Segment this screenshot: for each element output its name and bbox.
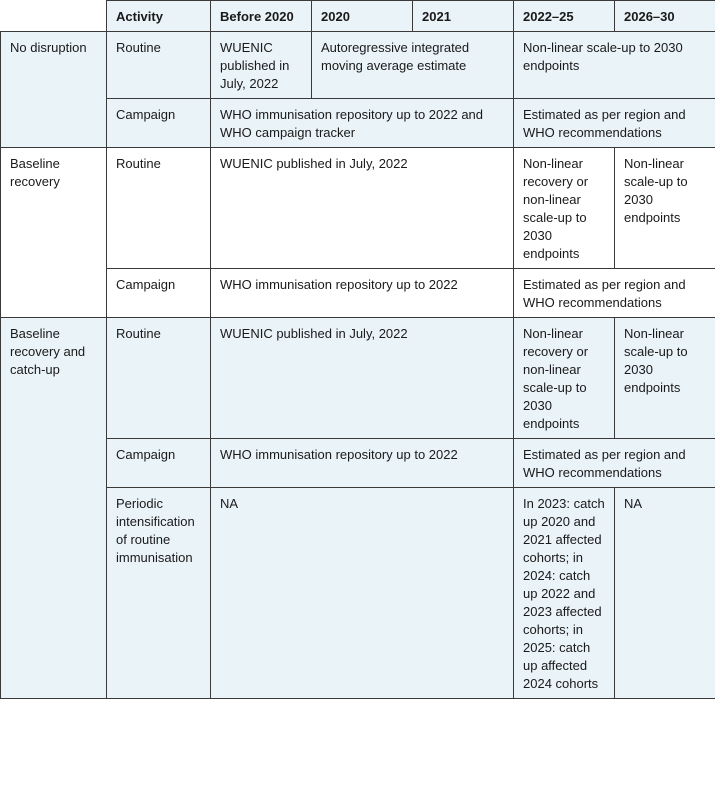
table-row <box>1 269 715 318</box>
cell-2026-30: Non-linear scale-up to 2030 endpoints <box>615 318 715 439</box>
cell-2022-2030: Non-linear scale-up to 2030 endpoints <box>514 32 715 99</box>
scenario-label-baseline-recovery: Baseline recovery <box>1 148 107 318</box>
activity-routine: Routine <box>107 32 211 99</box>
cell-2022-25: Non-linear recovery or non-linear scale-up to 2030 endpoints <box>514 148 615 269</box>
activity-campaign: Campaign <box>107 99 211 148</box>
cell-2022-25: Non-linear recovery or non-linear scale-up to 2030 endpoints <box>514 318 615 439</box>
activity-campaign: Campaign <box>107 439 211 488</box>
table-row <box>1 439 715 488</box>
cell-2022-2030: Estimated as per region and WHO recommendations <box>514 439 715 488</box>
table-row <box>1 318 715 439</box>
cell-2020-2021: Autoregressive integrated moving average estimate <box>312 32 514 99</box>
header-corner <box>1 1 107 32</box>
table-row <box>1 488 715 699</box>
cell-2022-2030: Estimated as per region and WHO recommendations <box>514 269 715 318</box>
cell-before-2022: WHO immunisation repository up to 2022 and WHO campaign tracker <box>211 99 514 148</box>
scenario-label-baseline-recovery-catch-up: Baseline recovery and catch-up <box>1 318 107 699</box>
activity-campaign: Campaign <box>107 269 211 318</box>
activity-periodic-intensification: Periodic intensification of routine immunisation <box>107 488 211 699</box>
activity-routine: Routine <box>107 148 211 269</box>
activity-routine: Routine <box>107 318 211 439</box>
header-2021: 2021 <box>413 1 514 32</box>
cell-2026-30: NA <box>615 488 715 699</box>
header-activity: Activity <box>107 1 211 32</box>
cell-before-2020: WUENIC published in July, 2022 <box>211 32 312 99</box>
header-2020: 2020 <box>312 1 413 32</box>
cell-2022-2030: Estimated as per region and WHO recommendations <box>514 99 715 148</box>
cell-before-2022: WUENIC published in July, 2022 <box>211 148 514 269</box>
table-row <box>1 99 715 148</box>
header-2026-30: 2026–30 <box>615 1 715 32</box>
cell-before-2022: WUENIC published in July, 2022 <box>211 318 514 439</box>
scenario-label-no-disruption: No disruption <box>1 32 107 148</box>
header-2022-25: 2022–25 <box>514 1 615 32</box>
cell-before-2022: NA <box>211 488 514 699</box>
header-row <box>1 1 715 32</box>
table-row <box>1 148 715 269</box>
cell-2026-30: Non-linear scale-up to 2030 endpoints <box>615 148 715 269</box>
cell-2022-25: In 2023: catch up 2020 and 2021 affected cohorts; in 2024: catch up 2022 and 2023 affected cohorts; in 2025: catch up affected 2024 cohorts <box>514 488 615 699</box>
header-before-2020: Before 2020 <box>211 1 312 32</box>
table-row <box>1 32 715 99</box>
cell-before-2022: WHO immunisation repository up to 2022 <box>211 269 514 318</box>
cell-before-2022: WHO immunisation repository up to 2022 <box>211 439 514 488</box>
